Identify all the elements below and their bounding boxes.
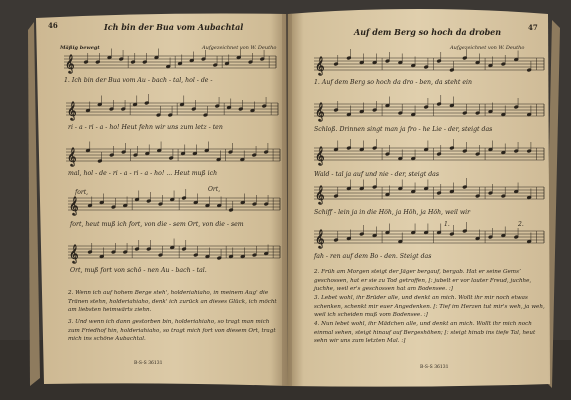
right-footer: B-S-S 36131 <box>420 365 449 370</box>
left-song-title: Ich bin der Bua vom Aubachtal <box>104 22 244 32</box>
treble-clef-icon: 𝄞 <box>315 229 325 248</box>
left-marking-fort: fort, <box>75 189 89 196</box>
left-credit: Aufgezeichnet von W. Deutho <box>202 45 277 51</box>
treble-clef-icon: 𝄞 <box>315 146 325 165</box>
left-lyric-line-5: Ort, muß fort von schö - nen Au - bach - tal. <box>70 267 207 274</box>
left-footer: B-S-S 36131 <box>134 361 163 366</box>
right-verse-3: 3. Lebet wohl, ihr Brüder alle, und denkt an mich. Wollt ihr mir noch etwas schenken, schenkt mir euer Angedenken. [: Tief im Herzen tut mir's weh, ja weh, weil ich scheiden muß vom Bodensee. :] <box>314 295 545 319</box>
right-volta-1: 1. <box>444 221 450 228</box>
right-song-title: Auf dem Berg so hoch da droben <box>354 27 502 37</box>
left-lyric-line-2: ri - a - ri - a - ho! Heut fehn wir uns zum letz - ten <box>68 124 223 131</box>
left-marking-ort: Ort, <box>208 186 221 193</box>
left-tempo-mark: Mäßig bewegt <box>60 45 100 51</box>
treble-clef-icon: 𝄞 <box>67 101 77 120</box>
right-lyric-line-1: 1. Auf dem Berg so hoch da dro - ben, da steht ein <box>314 79 472 86</box>
left-lyric-line-4: fort, heut muß ich fort, von die - sem Ort, von die - sem <box>70 221 244 228</box>
left-verse-3: 3. Und wenn ich dann gestorben bin, holderiahiaho, so tragt man mich zum Friedhof hin, holderiahiaho, so tragt mich fort von diesem Ort, tragt mich ins schöne Aubachtal. <box>68 319 276 343</box>
right-lyric-line-2: Schloß. Drinnen singt man ja fro - he Lie - der, steigt das <box>314 126 493 133</box>
treble-clef-icon: 𝄞 <box>67 147 77 166</box>
right-verse-4: 4. Nun lebet wohl, ihr Mädchen alle, und denkt an mich. Wollt ihr mich noch einmal sehen, steigt hinauf auf Bergeshöhen; [: steigt hinab ins tiefe Tal, heut sehn wir uns zum letzten Mal. :] <box>314 321 536 345</box>
gutter <box>282 14 292 386</box>
treble-clef-icon: 𝄞 <box>69 244 79 263</box>
right-lyric-line-3: Wald - tal ja auf und nie - der, steigt das <box>314 171 440 178</box>
right-page-number: 47 <box>528 23 538 32</box>
right-lyric-line-5: fah - ren auf dem Bo - den. Steigt das <box>314 253 432 260</box>
right-lyric-line-4: Schiff - lein ja in die Höh, ja Höh, ja Höh, weil wir <box>314 209 471 216</box>
left-lyric-line-3: mal, hol - de - ri - a - ri - a - ho! ... Heut muß ich <box>68 170 218 177</box>
right-verse-2: 2. Früh am Morgen steigt der Jäger bergauf, bergab. Hat er seine Gemsʼ geschossen, hat er sie zu Tod getroffen, [: jubelt er vor lauter Freud, juchhe, juchhe, weil er's geschossen hat am Bodensee. :] <box>314 269 532 293</box>
treble-clef-icon: 𝄞 <box>69 196 79 215</box>
left-verse-2: 2. Wenn ich auf hohem Berge steh', holderiahiaho, in meinem Aug' die Tränen stehn, holderiahiaho, denk' ich zurück an dieses Glück, ich möcht am liebsten heimwärts ziehn. <box>68 290 277 314</box>
treble-clef-icon: 𝄞 <box>315 56 325 75</box>
right-credit: Aufgezeichnet von W. Deutho <box>450 45 525 51</box>
right-volta-2: 2. <box>518 221 524 228</box>
left-page-number: 46 <box>48 21 58 30</box>
treble-clef-icon: 𝄞 <box>315 102 325 121</box>
left-lyric-line-1: 1. Ich bin der Bua vom Au - bach - tal, hol - de - <box>64 77 213 84</box>
treble-clef-icon: 𝄞 <box>315 185 325 204</box>
treble-clef-icon: 𝄞 <box>65 54 75 73</box>
